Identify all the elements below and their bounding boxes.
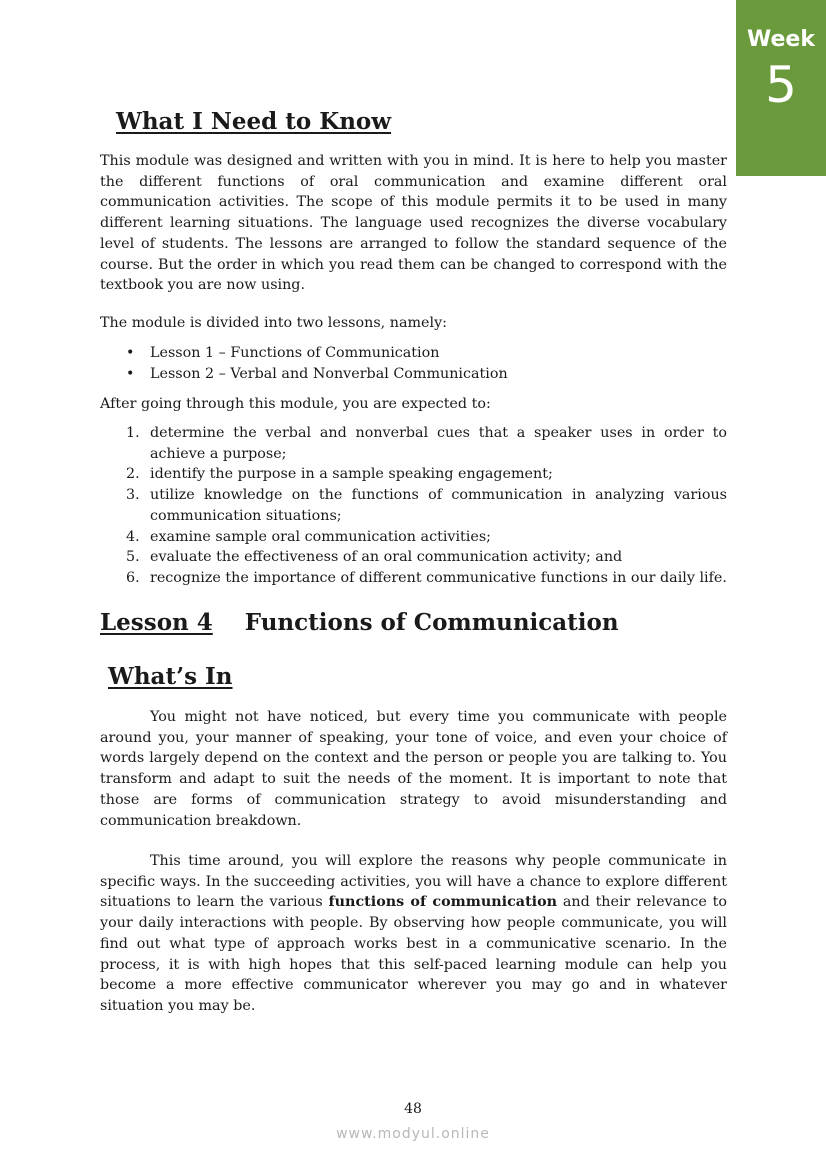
objective-number: 2.: [126, 466, 140, 483]
website-watermark: www.modyul.online: [336, 1126, 490, 1142]
objective-text: examine sample oral communication activities;: [150, 528, 491, 545]
whats-in-paragraph-2: [100, 851, 727, 1017]
lesson-heading: [100, 609, 619, 636]
lesson-title: Functions of Communication: [244, 609, 619, 636]
week-number: 5: [765, 56, 797, 114]
lessons-list: [100, 343, 727, 384]
list-item: [100, 423, 727, 464]
whats-in-heading: What’s In: [108, 663, 233, 690]
page-number: 48: [404, 1101, 422, 1117]
whats-in-paragraph-1: You might not have noticed, but every time you communicate with people around you, your manner of speaking, your tone of voice, and even your choice of words largely depend on the context and the person or people you are talking to. You transform and adapt to suit the needs of the moment. It is important to note that those are forms of communication strategy to avoid misunderstanding and communication breakdown.: [100, 709, 727, 829]
list-item: [100, 568, 727, 589]
lesson-number: Lesson 4: [100, 609, 213, 636]
list-item: [100, 464, 727, 485]
objective-number: 6.: [126, 569, 140, 586]
objective-text: evaluate the effectiveness of an oral communication activity; and: [150, 549, 623, 566]
lesson-item-label: Lesson 2 – Verbal and Nonverbal Communication: [150, 365, 508, 382]
bullet-icon: •: [126, 365, 135, 382]
list-item: [100, 485, 727, 526]
objective-number: 3.: [126, 487, 140, 504]
paragraph-text: This time around, you will explore the reasons why people communicate in specific ways. In the succeeding activities, you will have a chance to explore different situations to learn the various: [100, 853, 727, 911]
objective-text: utilize knowledge on the functions of communication in analyzing various communication situations;: [150, 487, 727, 524]
bullet-icon: •: [126, 345, 135, 361]
objective-number: 4.: [126, 528, 140, 545]
module-intro-paragraph: This module was designed and written with you in mind. It is here to help you master the different functions of oral communication and examine different oral communication activities. The scope of this module permits it to be used in many different learning situations. The language used recognizes the diverse vocabulary level of students. The lessons are arranged to follow the standard sequence of the course. But the order in which you read them can be changed to correspond with the textbook you are now using.: [100, 153, 727, 294]
paragraph-text: and their relevance to your daily interactions with people. By observing how people communicate, you will find out what type of approach works best in a communicative scenario. In the process, it is with high hopes that this self-paced learning module can help you become a more effective communicator wherever you may go and in whatever situation you may be.: [100, 894, 727, 1014]
lesson-item-label: Lesson 1 – Functions of Communication: [150, 345, 440, 361]
lessons-intro: The module is divided into two lessons, namely:: [100, 315, 447, 331]
key-term: functions of communication: [328, 894, 558, 911]
week-label: Week: [747, 27, 815, 52]
list-item: [100, 527, 727, 548]
objectives-intro: After going through this module, you are expected to:: [100, 396, 491, 412]
objectives-list: [100, 423, 727, 589]
objective-text: identify the purpose in a sample speaking engagement;: [150, 466, 553, 483]
objective-text: determine the verbal and nonverbal cues that a speaker uses in order to achieve a purpose;: [150, 425, 727, 462]
objective-number: 1.: [126, 425, 140, 441]
what-i-need-to-know-heading: What I Need to Know: [116, 108, 392, 135]
list-item: [100, 364, 727, 385]
objective-number: 5.: [126, 549, 140, 566]
list-item: [100, 547, 727, 568]
list-item: [100, 343, 727, 364]
objective-text: recognize the importance of different communicative functions in our daily life.: [150, 569, 727, 586]
week-tab: [736, 0, 826, 176]
